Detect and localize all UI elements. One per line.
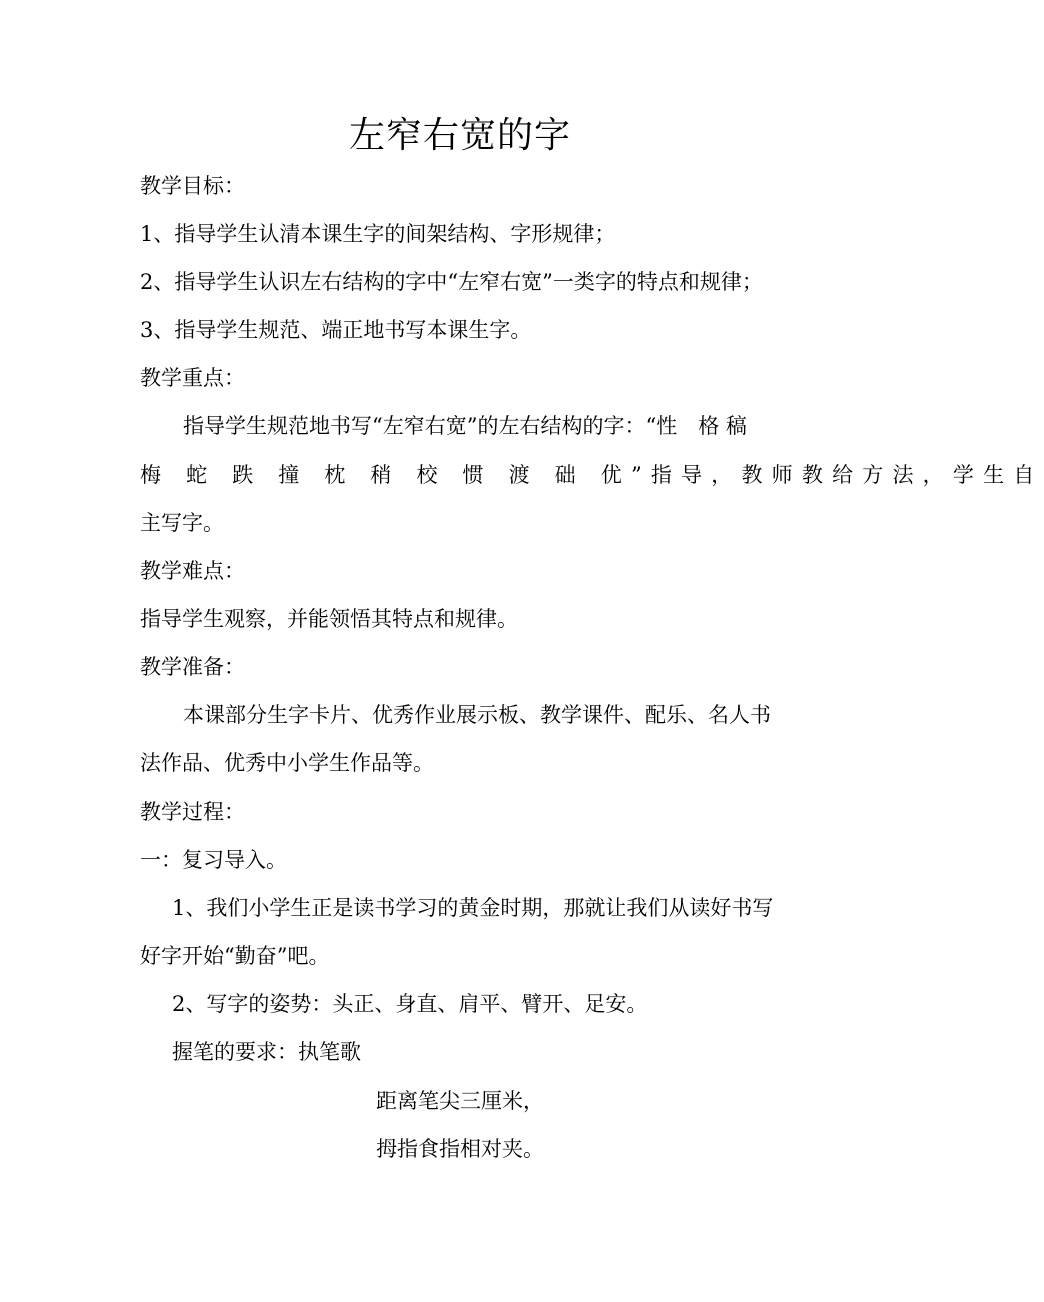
step-text-line: 1、我们小学生正是读书学习的黄金时期，那就让我们从读好书写	[172, 896, 774, 920]
song-line: 拇指食指相对夹。	[376, 1137, 544, 1161]
preparation-text-line: 本课部分生字卡片、优秀作业展示板、教学课件、配乐、名人书	[183, 703, 771, 727]
difficulties-text: 指导学生观察，并能领悟其特点和规律。	[140, 607, 518, 631]
objective-item: 3、指导学生规范、端正地书写本课生字。	[140, 318, 532, 342]
preparation-heading: 教学准备：	[140, 655, 245, 679]
key-points-heading: 教学重点：	[140, 366, 245, 390]
step-text-line: 好字开始“勤奋”吧。	[140, 944, 330, 968]
objective-item: 1、指导学生认清本课生字的间架结构、字形规律；	[140, 222, 616, 246]
process-heading: 教学过程：	[140, 800, 245, 824]
preparation-text-line: 法作品、优秀中小学生作品等。	[140, 751, 434, 775]
song-line: 距离笔尖三厘米，	[376, 1089, 544, 1113]
section-heading: 一：复习导入。	[140, 848, 287, 872]
document-title: 左窄右宽的字	[348, 115, 571, 156]
key-points-text-line: 指导学生规范地书写“左窄右宽”的左右结构的字：“性 格 稿	[183, 414, 747, 438]
key-points-text-line: 主写字。	[140, 511, 224, 535]
objective-item: 2、指导学生认识左右结构的字中“左窄右宽”一类字的特点和规律；	[140, 270, 763, 294]
difficulties-heading: 教学难点：	[140, 559, 245, 583]
grip-heading: 握笔的要求：执笔歌	[172, 1040, 361, 1064]
objectives-heading: 教学目标：	[140, 174, 245, 198]
key-points-text-line: 梅 蛇 跌 撞 枕 稍 校 惯 渡 础 优”指导，教师教给方法，学生自	[140, 463, 1044, 487]
step-text: 2、写字的姿势：头正、身直、肩平、臂开、足安。	[172, 992, 648, 1016]
